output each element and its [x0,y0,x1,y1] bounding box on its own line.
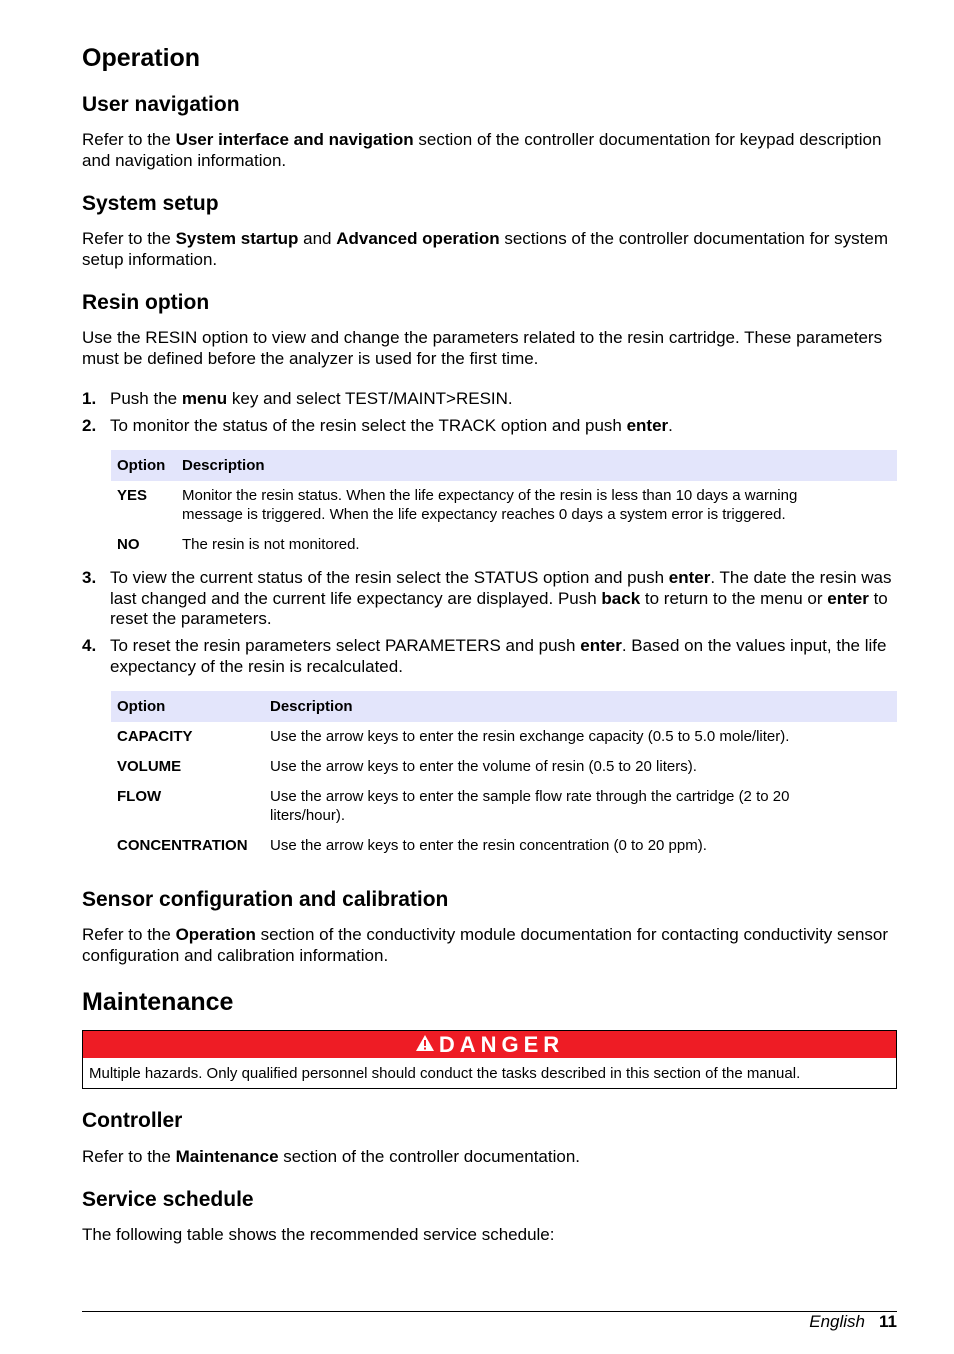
service-schedule-text: The following table shows the recommended service schedule: [82,1225,555,1244]
sensor-config-text: Refer to the Operation section of the conductivity module documentation for contacting conductivity sensor configuration and calibration information. [82,925,889,965]
description-cell: Use the arrow keys to enter the sample flow rate through the cartridge (2 to 20 liters/hour). [270,788,790,824]
controller-heading: Controller [82,1109,183,1132]
option-cell: VOLUME [117,758,182,775]
description-cell: Use the arrow keys to enter the volume of resin (0.5 to 20 liters). [270,758,697,775]
table-row [111,782,897,831]
table-row [111,530,897,560]
step-2: 2. To monitor the status of the resin select the TRACK option and push enter. [82,416,673,435]
option-cell: FLOW [117,788,162,805]
column-header-option: Option [111,450,176,481]
column-header-option: Option [111,691,264,722]
resin-option-intro: Use the RESIN option to view and change the parameters related to the resin cartridge. These parameters must be defined before the analyzer is used for the first time. [82,328,883,368]
controller-text: Refer to the Maintenance section of the controller documentation. [82,1147,580,1166]
description-cell: The resin is not monitored. [182,536,360,553]
user-navigation-text: Refer to the User interface and navigation section of the controller documentation for keypad description and navigation information. [82,130,882,170]
sensor-config-heading: Sensor configuration and calibration [82,888,449,911]
step-4: 4. To reset the resin parameters select PARAMETERS and push enter. Based on the values input, the life expectancy of the resin is recalculated. [82,636,887,676]
footer-divider [82,1311,897,1312]
step-1: 1. Push the menu key and select TEST/MAINT>RESIN. [82,389,513,408]
footer-language: English [809,1312,866,1331]
danger-label: DANGER [438,1032,565,1057]
option-cell: CAPACITY [117,728,193,745]
danger-notice [82,1030,897,1089]
table-header-row [111,691,897,722]
table-row [111,831,897,861]
page-number: 11 [879,1312,897,1331]
danger-header [83,1031,896,1058]
track-options-table [111,450,897,560]
system-setup-text: Refer to the System startup and Advanced operation sections of the controller documentation for system setup information. [82,229,888,269]
system-setup-heading: System setup [82,192,219,215]
parameters-options-table [111,691,897,861]
option-cell: CONCENTRATION [117,837,248,854]
warning-triangle-icon [415,1031,435,1058]
user-navigation-heading: User navigation [82,93,240,116]
resin-option-heading: Resin option [82,291,210,314]
description-cell: Use the arrow keys to enter the resin concentration (0 to 20 ppm). [270,837,707,854]
maintenance-title: Maintenance [82,988,234,1016]
table-header-row [111,450,897,481]
step-3: 3. To view the current status of the resin select the STATUS option and push enter. The date the resin was last changed and the current life expectancy are displayed. Push back to return to the menu or enter to reset the parameters. [82,568,892,628]
option-cell: YES [117,487,148,504]
column-header-description: Description [176,450,897,481]
option-cell: NO [117,536,140,553]
service-schedule-heading: Service schedule [82,1188,254,1211]
description-cell: Monitor the resin status. When the life expectancy of the resin is less than 10 days a warning message is triggered. When the life expectancy reaches 0 days a system error is triggered. [182,487,798,523]
table-row [111,722,897,752]
column-header-description: Description [264,691,897,722]
danger-text: Multiple hazards. Only qualified personnel should conduct the tasks described in this section of the manual. [89,1065,801,1082]
table-row [111,752,897,782]
operation-title: Operation [82,44,201,72]
description-cell: Use the arrow keys to enter the resin exchange capacity (0.5 to 5.0 mole/liter). [270,728,790,745]
table-row [111,481,897,530]
page-footer [809,1312,897,1332]
